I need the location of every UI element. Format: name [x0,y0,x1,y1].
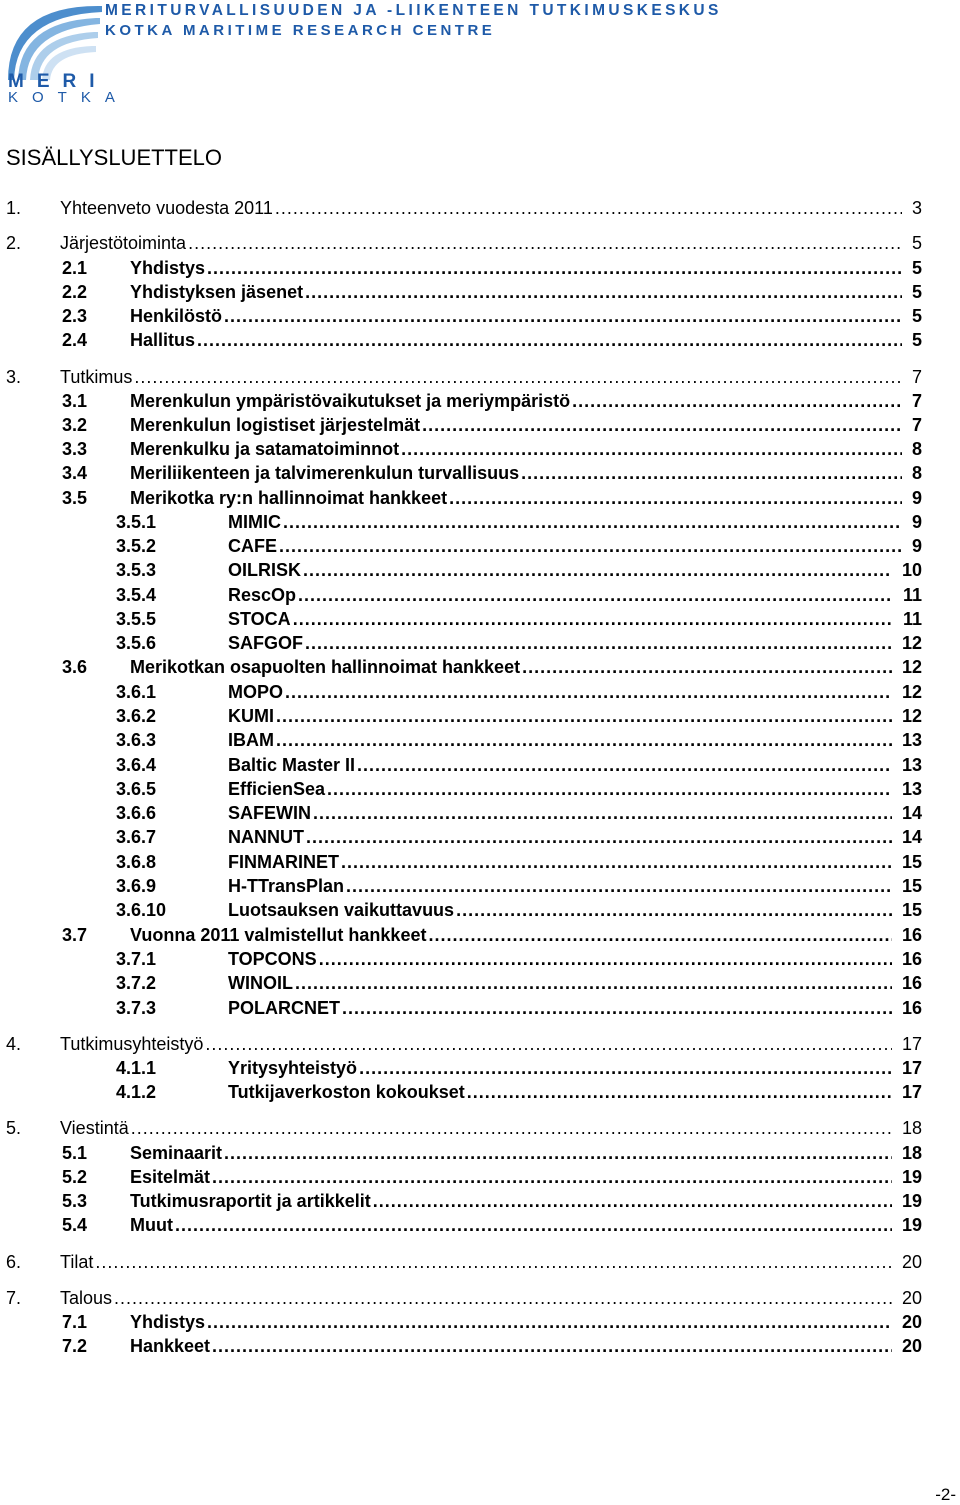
toc-entry-page: 16 [901,949,922,969]
toc-entry[interactable] [0,1141,960,1165]
toc-dot-leader [319,947,892,971]
institute-name-finnish: MERITURVALLISUUDEN JA -LIIKENTEEN TUTKIMUSKESKUS [105,2,722,19]
toc-entry-page: 15 [901,876,922,896]
toc-entry[interactable] [0,898,960,922]
toc-dot-leader [298,583,892,607]
toc-entry[interactable] [0,365,960,389]
toc-entry-page: 10 [901,560,922,580]
toc-entry-page: 15 [901,900,922,920]
toc-entry-title: FINMARINET [228,852,339,872]
toc-entry[interactable] [0,607,960,631]
toc-entry-title: MOPO [228,682,284,702]
toc-dot-leader [207,1310,892,1334]
toc-entry[interactable] [0,1334,960,1358]
toc-dot-leader [306,825,892,849]
toc-dot-leader [207,256,902,280]
page-number: -2- [935,1485,956,1504]
toc-entry-number: 3.6.5 [116,779,157,799]
toc-entry-number: 3.5 [62,488,88,508]
toc-entry[interactable] [0,534,960,558]
toc-entry-title: Tilat [60,1252,94,1272]
toc-entry-page: 13 [901,779,922,799]
toc-entry[interactable] [0,256,960,280]
toc-entry-title: Yhdistys [130,258,206,278]
toc-entry-number: 4.1.1 [116,1058,157,1078]
toc-entry-page: 9 [911,488,922,508]
toc-dot-leader [276,728,892,752]
toc-entry-page: 19 [901,1215,922,1235]
toc-entry[interactable] [0,753,960,777]
toc-entry[interactable] [0,389,960,413]
toc-dot-leader [327,777,892,801]
toc-entry-number: 4.1.2 [116,1082,157,1102]
toc-entry-title: KUMI [228,706,274,726]
toc-dot-leader [95,1250,892,1274]
toc-entry-number: 3.5.5 [116,609,157,629]
toc-dot-leader [224,304,902,328]
toc-entry-number: 7. [6,1288,22,1308]
toc-entry[interactable] [0,413,960,437]
toc-dot-leader [346,874,892,898]
toc-entry-page: 13 [901,755,922,775]
toc-entry-title: MIMIC [228,512,281,532]
toc-entry[interactable] [0,874,960,898]
toc-entry-page: 7 [911,391,922,411]
toc-dot-leader [428,923,892,947]
toc-entry-page: 19 [901,1167,922,1187]
toc-entry-title: WINOIL [228,973,293,993]
toc-entry-title: Merikotka ry:n hallinnoimat hankkeet [130,488,448,508]
toc-entry[interactable] [0,655,960,679]
toc-entry-number: 3.5.3 [116,560,157,580]
toc-entry[interactable] [0,558,960,582]
toc-entry-number: 5.3 [62,1191,88,1211]
toc-dot-leader [522,655,892,679]
toc-entry[interactable] [0,1165,960,1189]
toc-entry-page: 12 [901,633,922,653]
toc-dot-leader [467,1080,892,1104]
toc-entry-title: Viestintä [60,1118,129,1138]
toc-entry-number: 3.3 [62,439,88,459]
toc-entry-title: Meriliikenteen ja talvimerenkulun turvallisuus [130,463,520,483]
toc-entry-number: 2.1 [62,258,88,278]
toc-dot-leader [449,486,902,510]
toc-entry-page: 8 [911,463,922,483]
toc-dot-leader [224,1141,892,1165]
toc-entry[interactable] [0,850,960,874]
toc-dot-leader [521,461,902,485]
toc-entry-title: Yhdistyksen jäsenet [130,282,304,302]
toc-entry[interactable] [0,196,960,220]
toc-entry-page: 18 [901,1143,922,1163]
toc-dot-leader [295,971,892,995]
toc-entry-page: 19 [901,1191,922,1211]
toc-dot-leader [313,801,892,825]
toc-entry-title: Järjestötoiminta [60,233,187,253]
toc-entry-title: Luotsauksen vaikuttavuus [228,900,455,920]
toc-dot-leader [279,534,902,558]
toc-entry[interactable] [0,1213,960,1237]
toc-entry-number: 3.7.3 [116,998,157,1018]
toc-entry-page: 20 [901,1312,922,1332]
toc-entry-number: 3.5.2 [116,536,157,556]
toc-entry-number: 6. [6,1252,22,1272]
toc-entry-page: 14 [901,803,922,823]
toc-dot-leader [305,631,892,655]
toc-entry-number: 3.5.6 [116,633,157,653]
toc-entry-title: SAFEWIN [228,803,311,823]
toc-entry-number: 3.5.1 [116,512,157,532]
toc-entry[interactable] [0,971,960,995]
toc-entry-page: 12 [901,657,922,677]
toc-entry[interactable] [0,280,960,304]
toc-entry[interactable] [0,1056,960,1080]
toc-dot-leader [205,1032,892,1056]
toc-entry-number: 2.2 [62,282,88,302]
toc-entry-title: Yritysyhteistyö [228,1058,358,1078]
toc-entry-number: 3.6.10 [116,900,167,920]
toc-dot-leader [305,280,902,304]
toc-entry-page: 16 [901,925,922,945]
toc-dot-leader [212,1334,892,1358]
toc-entry-number: 3.6.6 [116,803,157,823]
toc-dot-leader [212,1165,892,1189]
toc-dot-leader [276,704,892,728]
toc-entry[interactable] [0,510,960,534]
toc-entry[interactable] [0,923,960,947]
toc-entry-number: 5.2 [62,1167,88,1187]
toc-entry-title: EfficienSea [228,779,326,799]
toc-entry-title: Vuonna 2011 valmistellut hankkeet [130,925,427,945]
toc-entry-page: 5 [911,258,922,278]
toc-entry[interactable] [0,631,960,655]
toc-entry-number: 3.7.2 [116,973,157,993]
toc-dot-leader [303,558,892,582]
toc-entry-number: 7.2 [62,1336,88,1356]
toc-entry-number: 3.7 [62,925,88,945]
toc-dot-leader [131,1116,892,1140]
toc-entry-title: Merenkulun ympäristövaikutukset ja meriympäristö [130,391,571,411]
toc-entry-number: 3.6.3 [116,730,157,750]
toc-dot-leader [401,437,902,461]
toc-entry[interactable] [0,704,960,728]
toc-dot-leader [357,753,892,777]
toc-dot-leader [114,1286,892,1310]
toc-entry-number: 3.6.7 [116,827,157,847]
toc-entry-number: 1. [6,198,22,218]
toc-entry-number: 3.2 [62,415,88,435]
toc-entry-title: Muut [130,1215,173,1235]
toc-entry[interactable] [0,801,960,825]
toc-dot-leader [197,328,902,352]
toc-entry-page: 5 [911,330,922,350]
toc-entry-title: Henkilöstö [130,306,223,326]
toc-entry-title: Hankkeet [130,1336,211,1356]
toc-entry-title: Seminaarit [130,1143,223,1163]
toc-entry-number: 7.1 [62,1312,88,1332]
toc-entry[interactable] [0,825,960,849]
toc-entry-number: 3.7.1 [116,949,157,969]
toc-entry-title: Tutkimusyhteistyö [60,1034,204,1054]
toc-entry-title: Merenkulun logistiset järjestelmät [130,415,421,435]
toc-dot-leader [275,196,902,220]
toc-entry-page: 3 [911,198,922,218]
toc-entry[interactable] [0,437,960,461]
toc-dot-leader [283,510,902,534]
toc-entry-title: Yhdistys [130,1312,206,1332]
toc-entry-page: 12 [901,706,922,726]
toc-dot-leader [293,607,892,631]
toc-dot-leader [342,996,892,1020]
toc-entry[interactable] [0,328,960,352]
toc-heading: SISÄLLYSLUETTELO [6,145,223,170]
toc-entry-title: Talous [60,1288,113,1308]
toc-entry[interactable] [0,777,960,801]
toc-entry-page: 14 [901,827,922,847]
toc-entry-title: Tutkimusraportit ja artikkelit [130,1191,371,1211]
toc-entry-number: 5.4 [62,1215,88,1235]
toc-entry-page: 8 [911,439,922,459]
toc-entry-number: 5. [6,1118,22,1138]
toc-dot-leader [422,413,902,437]
toc-entry[interactable] [0,461,960,485]
toc-entry-title: Tutkimus [60,367,133,387]
toc-entry-page: 17 [901,1082,922,1102]
toc-entry-page: 5 [911,282,922,302]
toc-entry-title: OILRISK [228,560,302,580]
toc-entry-page: 20 [901,1288,922,1308]
toc-entry-number: 3.5.4 [116,585,157,605]
toc-entry-page: 5 [911,306,922,326]
toc-entry-number: 3.6.2 [116,706,157,726]
toc-entry-page: 11 [902,609,922,629]
toc-entry[interactable] [0,231,960,255]
toc-entry-page: 20 [901,1336,922,1356]
toc-entry-page: 15 [901,852,922,872]
toc-dot-leader [373,1189,892,1213]
toc-entry-number: 2. [6,233,22,253]
toc-entry-title: NANNUT [228,827,304,847]
toc-dot-leader [285,680,892,704]
toc-entry-title: CAFE [228,536,277,556]
toc-entry-page: 11 [902,585,922,605]
toc-entry[interactable] [0,583,960,607]
toc-entry-title: IBAM [228,730,274,750]
toc-entry-page: 7 [911,415,922,435]
toc-entry-number: 3. [6,367,22,387]
toc-entry[interactable] [0,1116,960,1140]
toc-entry-page: 17 [901,1034,922,1054]
institute-name-english: KOTKA MARITIME RESEARCH CENTRE [105,22,496,39]
toc-entry-title: Esitelmät [130,1167,211,1187]
toc-entry-title: Merenkulku ja satamatoiminnot [130,439,400,459]
toc-entry-page: 16 [901,998,922,1018]
toc-entry-page: 5 [911,233,922,253]
toc-entry-number: 5.1 [62,1143,88,1163]
toc-entry[interactable] [0,728,960,752]
toc-entry-page: 7 [911,367,922,387]
toc-entry-page: 18 [901,1118,922,1138]
toc-entry-page: 17 [901,1058,922,1078]
toc-entry-title: Baltic Master II [228,755,356,775]
toc-entry-number: 3.6.8 [116,852,157,872]
toc-entry-title: H-TTransPlan [228,876,345,896]
toc-entry-number: 4. [6,1034,22,1054]
toc-entry-title: Tutkijaverkoston kokoukset [228,1082,465,1102]
toc-entry-title: Merikotkan osapuolten hallinnoimat hankkeet [130,657,521,677]
toc-entry-number: 3.6.9 [116,876,157,896]
toc-dot-leader [456,898,892,922]
toc-entry[interactable] [0,1250,960,1274]
toc-entry-title: Hallitus [130,330,196,350]
toc-entry-number: 3.6 [62,657,88,677]
toc-entry[interactable] [0,1189,960,1213]
toc-entry-title: POLARCNET [228,998,340,1018]
toc-entry-page: 13 [901,730,922,750]
toc-entry[interactable] [0,1310,960,1334]
toc-entry-number: 3.4 [62,463,88,483]
logo-word-kotka: KOTKA [8,89,129,106]
toc-entry-number: 2.4 [62,330,88,350]
toc-dot-leader [188,231,902,255]
logo-word-meri: MERI [8,71,108,92]
toc-entry[interactable] [0,1032,960,1056]
toc-entry[interactable] [0,1286,960,1310]
toc-entry-title: Yhteenveto vuodesta 2011 [60,198,273,218]
toc-dot-leader [175,1213,892,1237]
toc-dot-leader [134,365,902,389]
toc-entry-page: 12 [901,682,922,702]
toc-entry-page: 9 [911,536,922,556]
toc-entry[interactable] [0,680,960,704]
toc-entry-number: 2.3 [62,306,88,326]
toc-entry-number: 3.6.4 [116,755,157,775]
toc-entry[interactable] [0,486,960,510]
toc-entry-page: 20 [901,1252,922,1272]
toc-entry-page: 16 [901,973,922,993]
toc-entry[interactable] [0,304,960,328]
toc-entry-page: 9 [911,512,922,532]
toc-entry-number: 3.6.1 [116,682,157,702]
toc-dot-leader [341,850,892,874]
toc-entry-title: STOCA [228,609,291,629]
toc-entry-title: TOPCONS [228,949,317,969]
toc-entry[interactable] [0,1080,960,1104]
toc-dot-leader [572,389,902,413]
toc-entry-number: 3.1 [62,391,88,411]
toc-dot-leader [359,1056,892,1080]
toc-entry-title: RescOp [228,585,297,605]
toc-entry-title: SAFGOF [228,633,303,653]
toc-entry[interactable] [0,996,960,1020]
toc-entry[interactable] [0,947,960,971]
